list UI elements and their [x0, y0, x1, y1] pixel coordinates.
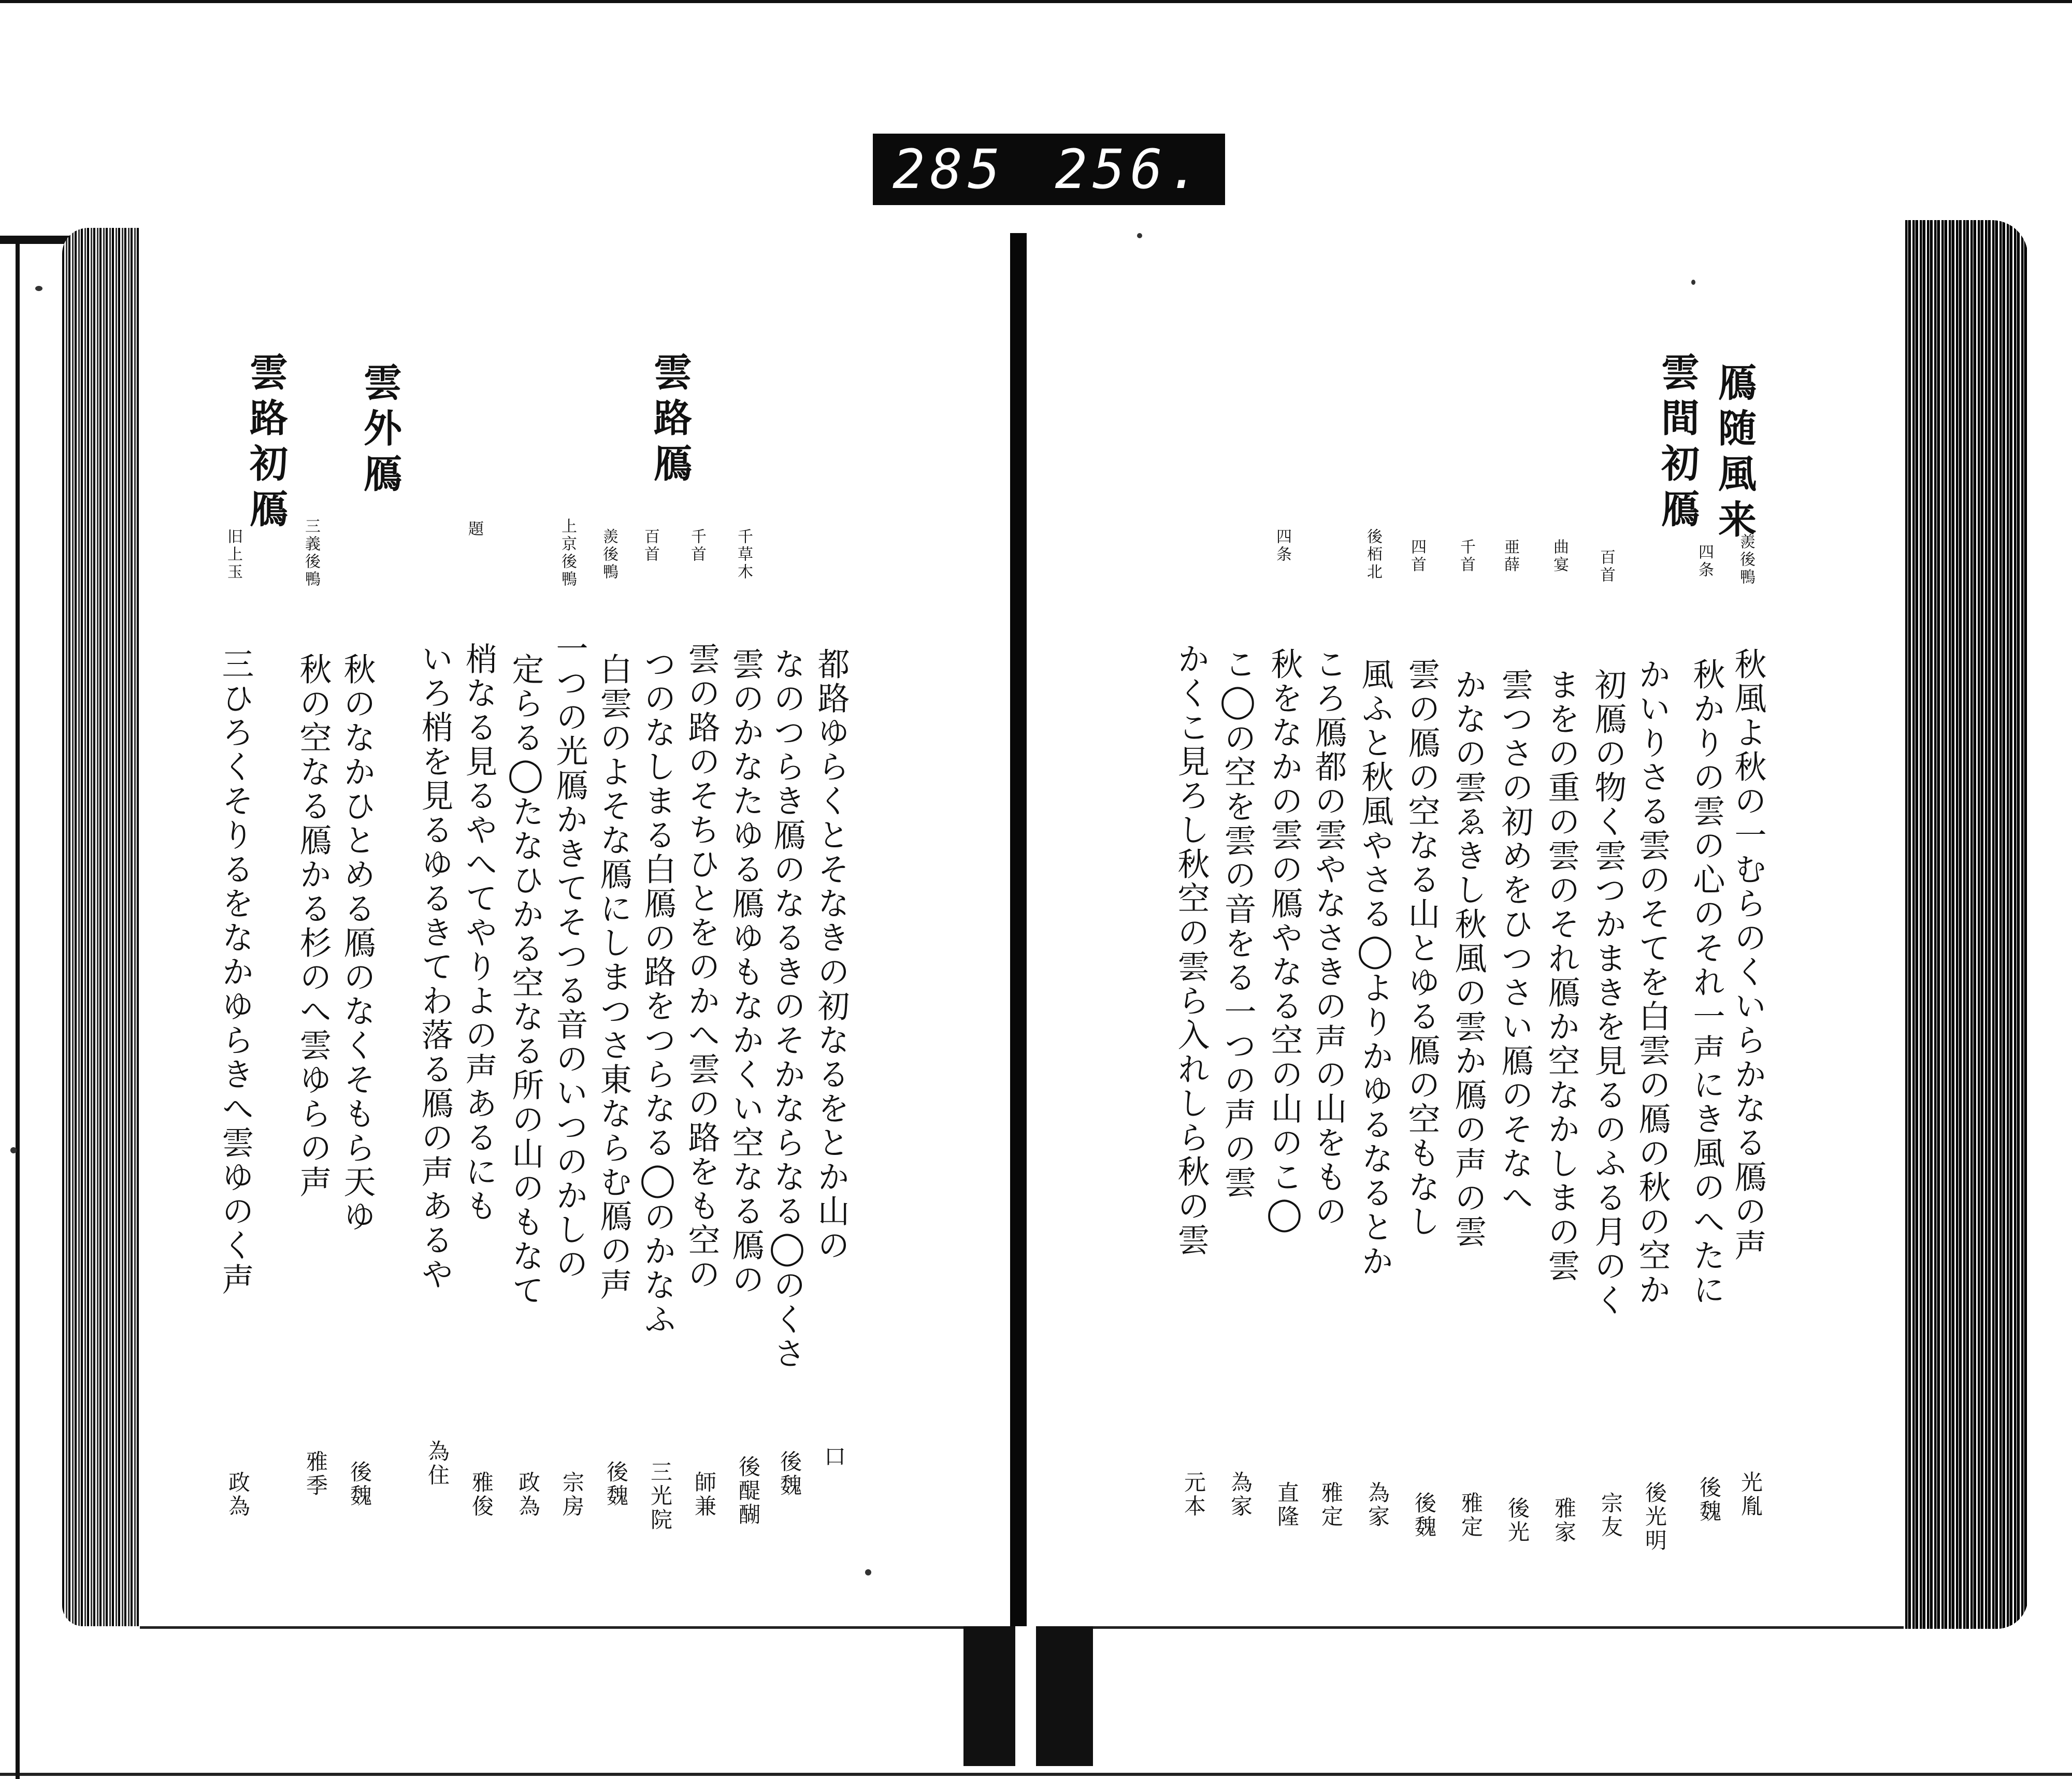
poem-author: 政為: [225, 1471, 251, 1518]
poem-line: 梢なる見るやへてやりよの声あるにも: [460, 642, 498, 1223]
poem-line: 雲の路のそちひとをのかへ雲の路をも空の: [683, 642, 721, 1292]
poem-author: 雅定: [1318, 1481, 1344, 1529]
poem-meta: 曲宴: [1550, 539, 1569, 574]
poem-author: 後魏: [347, 1460, 372, 1508]
poem-meta: 四首: [1408, 539, 1426, 574]
poem-meta: 四条: [1273, 528, 1291, 563]
poem-author: 為家: [1365, 1481, 1390, 1529]
scan-speck: [1137, 233, 1142, 238]
poem-line: こ◯の空を雲の音をる一つの声の雲: [1219, 647, 1257, 1200]
poem-line: ころ鴈都の雲やなさきの声の山をもの: [1310, 647, 1347, 1228]
poem-line: 秋の空なる鴈かる杉のへ雲ゆらの声: [294, 653, 332, 1199]
poem-author: 雅定: [1458, 1492, 1484, 1539]
poem-meta: 千草木: [735, 528, 753, 581]
poem-meta: 羨後鴨: [1737, 533, 1755, 586]
poem-author: 後魏: [1696, 1476, 1722, 1524]
poem-author: 三光院: [648, 1460, 673, 1532]
poem-meta: 千首: [688, 528, 706, 563]
poem-line: 秋かりの雲の心のそれ一声にき風のへたに: [1688, 658, 1725, 1307]
book-page-edges-right: [1904, 220, 2028, 1629]
poem-line: かくこ見ろし秋空の雲ら入れしら秋の雲: [1172, 642, 1210, 1257]
frame-bottom-border: [0, 1773, 2072, 1776]
book-spine: [1010, 233, 1027, 1652]
poem-author: 元本: [1181, 1471, 1206, 1518]
poem-author: 後光明: [1642, 1481, 1667, 1553]
poem-author: 宗友: [1598, 1492, 1623, 1539]
poem-line: かなの雲ゑきし秋風の雲か鴈の声の雲: [1449, 668, 1487, 1249]
poem-author: 後醍醐: [736, 1455, 761, 1527]
poem-line: 秋をなかの雲の鴈やなる空の山のこ◯: [1265, 647, 1303, 1234]
poem-author: 直隆: [1274, 1481, 1300, 1529]
poem-author: 宗房: [559, 1471, 585, 1518]
poem-author: 政為: [515, 1471, 541, 1518]
right-page: [1027, 228, 1904, 1629]
poem-meta: 題: [465, 520, 483, 538]
poem-line: 都路ゆらくとそなきの初なるをとか山の: [812, 647, 850, 1263]
poem-title: 雲路鴈: [648, 352, 692, 489]
scan-speck: [1691, 280, 1695, 285]
poem-meta: 百首: [641, 528, 659, 563]
poem-line: 白雲のよそな鴈にしまつさ東ならむ鴈の声: [595, 653, 632, 1302]
poem-title: 雲路初鴈: [243, 352, 288, 534]
poem-author: 師兼: [692, 1471, 717, 1518]
poem-author: 後光: [1505, 1497, 1530, 1544]
poem-meta: 亜薛: [1501, 539, 1519, 574]
poem-author: 雅家: [1551, 1497, 1577, 1544]
frame-number-primary: 285: [893, 138, 1005, 201]
poem-title: 雲外鴈: [357, 363, 402, 499]
scan-speck: [10, 1147, 17, 1153]
poem-author: 雅季: [303, 1450, 328, 1498]
left-page: [140, 238, 1010, 1629]
poem-line: いろ梢を見るゆるきてわ落る鴈の声あるや: [416, 642, 454, 1292]
poem-meta: 千首: [1457, 539, 1475, 574]
poem-author: 後魏: [1412, 1492, 1437, 1539]
poem-line: 定らる◯たなひかる空なる所の山のもなて: [507, 653, 544, 1308]
poem-line: 秋風よ秋の一むらのくいらかなる鴈の声: [1729, 647, 1767, 1263]
poem-line: 雲のかなたゆる鴈ゆもなかくい空なる鴈の: [727, 647, 765, 1297]
poem-line: 一つの光鴈かきてそつる音のいつのかしの: [551, 632, 588, 1281]
poem-meta: 三義後鴨: [302, 518, 320, 588]
poem-title: 雲間初鴈: [1655, 352, 1700, 534]
book-page-edges-left: [62, 228, 140, 1626]
poem-meta: 四条: [1695, 544, 1714, 579]
poem-line: 風ふと秋風やさる◯よりかゆるなるとか: [1356, 658, 1394, 1279]
poem-line: つのなしまる白鴈の路をつらなる◯のかなふ: [639, 647, 677, 1337]
poem-author: 口: [821, 1445, 846, 1469]
frame-left-edge: [16, 237, 20, 1779]
poem-line: かいりさる雲のそてを白雲の鴈の秋の空か: [1633, 658, 1671, 1307]
scan-speck: [35, 286, 42, 291]
frame-number-label: [873, 134, 1225, 205]
poem-title: 鴈随風来: [1712, 363, 1757, 545]
poem-line: まをの重の雲のそれ鴈か空なかしまの雲: [1543, 668, 1580, 1283]
book-spine-base: [963, 1626, 1093, 1766]
frame-top-border: [0, 0, 2072, 3]
scan-speck: [865, 1569, 871, 1575]
poem-author: 為住: [425, 1440, 450, 1487]
poem-author: 後魏: [777, 1450, 802, 1498]
poem-meta: 後栢北: [1364, 528, 1382, 581]
poem-author: 後魏: [603, 1460, 629, 1508]
poem-meta: 旧上玉: [224, 528, 242, 581]
poem-line: 三ひろくそりるをなかゆらきへ雲ゆのく声: [217, 647, 254, 1297]
frame-number-secondary: 256.: [1055, 138, 1205, 201]
poem-line: 初鴈の物く雲つかまきを見るのふる月のく: [1589, 668, 1627, 1318]
poem-line: 雲の鴈の空なる山とゆる鴈の空もなし: [1403, 658, 1441, 1239]
poem-author: 為家: [1228, 1471, 1253, 1518]
poem-author: 雅俊: [469, 1471, 494, 1518]
poem-line: 雲つさの初めをひつさい鴈のそなへ: [1496, 668, 1534, 1215]
poem-meta: 上京後鴨: [558, 518, 577, 588]
poem-meta: 百首: [1597, 549, 1615, 584]
poem-author: 光胤: [1738, 1471, 1763, 1518]
poem-meta: 羨後鴨: [600, 528, 618, 581]
poem-line: 秋のなかひとめる鴈のなくそもら天ゆ: [338, 653, 376, 1234]
poem-line: なのつらき鴈のなるきのそかならなる◯のくさ: [768, 647, 806, 1371]
